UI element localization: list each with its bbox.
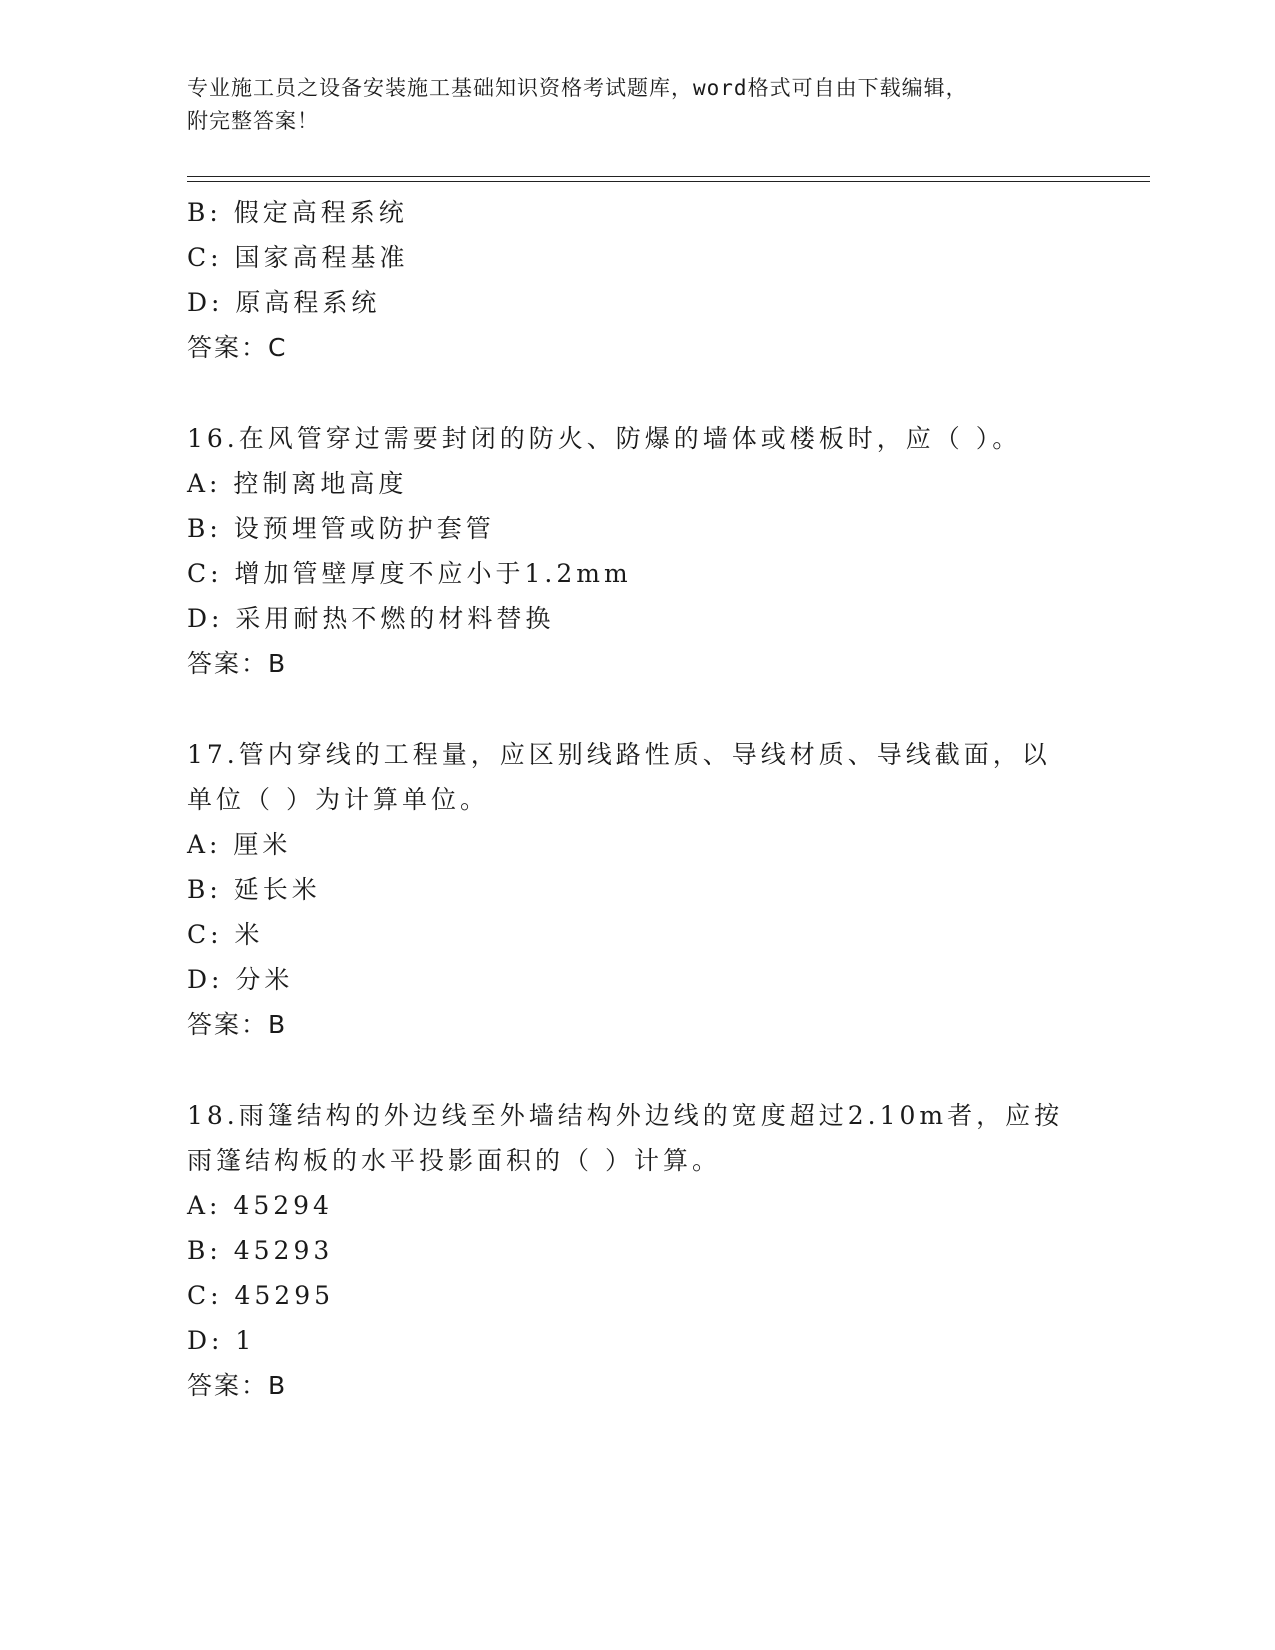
option-d: D: 分米 — [187, 965, 294, 994]
option-b: B: 45293 — [187, 1236, 334, 1265]
option-b: B: 设预埋管或防护套管 — [187, 514, 495, 543]
option-b: B: 假定高程系统 — [187, 198, 408, 227]
option-d: D: 采用耐热不燃的材料替换 — [187, 604, 555, 633]
question-15-tail — [187, 190, 1087, 370]
option-a: A: 厘米 — [187, 830, 292, 859]
option-d: D: 原高程系统 — [187, 288, 381, 317]
answer-line: 答案：B — [187, 649, 288, 678]
answer-line: 答案：C — [187, 333, 288, 362]
document-header: 专业施工员之设备安装施工基础知识资格考试题库，word格式可自由下载编辑， 附完整答案！ — [187, 76, 968, 133]
question-stem: 17.管内穿线的工程量，应区别线路性质、导线材质、导线截面，以单位（ ）为计算单位。 — [187, 740, 1051, 814]
question-17 — [187, 732, 1087, 1047]
option-c: C: 国家高程基准 — [187, 243, 409, 272]
question-16 — [187, 416, 1087, 686]
answer-line: 答案：B — [187, 1371, 288, 1400]
option-a: A: 45294 — [187, 1191, 333, 1220]
header-divider-top — [187, 176, 1150, 177]
question-list — [187, 190, 1087, 1408]
option-d: D: 1 — [187, 1326, 256, 1355]
option-c: C: 米 — [187, 920, 264, 949]
option-a: A: 控制离地高度 — [187, 469, 408, 498]
option-b: B: 延长米 — [187, 875, 321, 904]
option-c: C: 增加管壁厚度不应小于1.2mm — [187, 559, 632, 588]
option-c: C: 45295 — [187, 1281, 335, 1310]
question-stem: 16.在风管穿过需要封闭的防火、防爆的墙体或楼板时，应（ ）。 — [187, 424, 1022, 453]
answer-line: 答案：B — [187, 1010, 288, 1039]
question-stem: 18.雨篷结构的外边线至外墙结构外边线的宽度超过2.10m者，应按雨篷结构板的水平投影面积的（ ）计算。 — [187, 1101, 1064, 1175]
header-divider-bottom — [187, 181, 1150, 182]
question-18 — [187, 1093, 1087, 1408]
